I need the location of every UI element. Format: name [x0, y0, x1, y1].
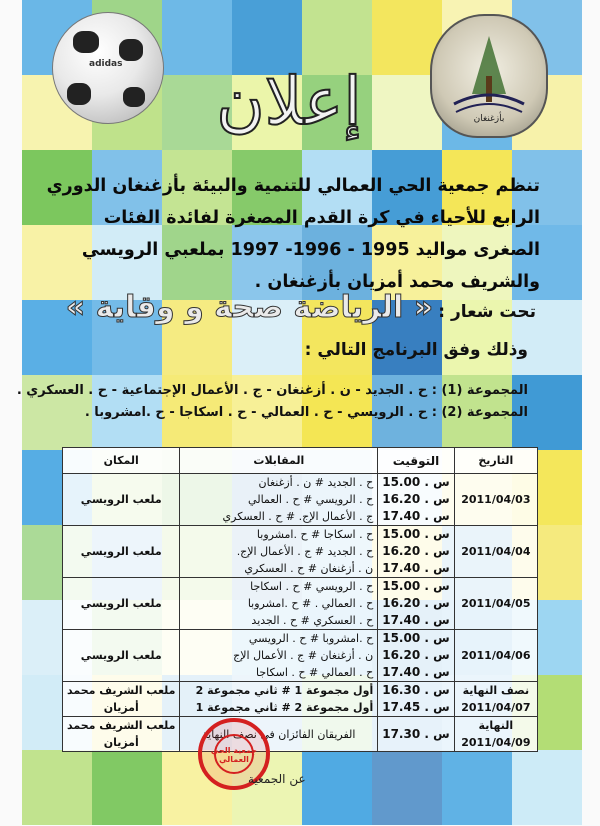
- intro-line: والشريف محمد أمزيان بأزغنغان .: [254, 272, 540, 292]
- table-row: [63, 630, 538, 682]
- football-image: [52, 12, 164, 124]
- header-date: التاريخ: [454, 448, 537, 474]
- match-line: أول مجموعة 2 # ثاني مجموعة 1: [195, 701, 374, 714]
- date-cell: 2011/04/04: [454, 526, 537, 578]
- match-line: أول مجموعة 1 # ثاني مجموعة 2: [195, 684, 374, 697]
- matches-cell: [180, 526, 378, 578]
- match-line: ح . الرويسي # ح . اسكاجا: [250, 580, 374, 593]
- match-line: ح . اسكاجا # ح .امشروبا: [256, 528, 374, 541]
- matches-cell: [180, 578, 378, 630]
- background-tile: [92, 750, 162, 825]
- header-time: التوقيت: [378, 448, 454, 474]
- group-2-line: المجموعة (2) : ح . الرويسي - ح . العمالي - ح . اسكاجا - ح .امشروبا .: [84, 405, 528, 420]
- time-value: س . 16.30: [382, 683, 450, 697]
- time-cell: [378, 474, 454, 526]
- background-tile: [512, 750, 582, 825]
- program-heading: وذلك وفق البرنامج التالي :: [304, 340, 528, 360]
- association-emblem: [430, 14, 548, 138]
- slogan-row: [36, 290, 536, 325]
- schedule-table: [62, 447, 538, 752]
- venue-cell: ملعب الرويسي: [63, 630, 180, 682]
- venue-cell: [63, 682, 180, 717]
- time-value: س . 16.20: [382, 596, 450, 610]
- venue-cell: ملعب الرويسي: [63, 526, 180, 578]
- venue-cell: ملعب الرويسي: [63, 578, 180, 630]
- venue-line: أمزيان: [103, 736, 139, 749]
- venue-cell: [63, 717, 180, 752]
- match-line: ن . أزغنغان # ج . الأعمال الإج: [233, 649, 374, 662]
- intro-paragraph: [40, 170, 540, 298]
- matches-cell: [180, 630, 378, 682]
- match-line: ن . أزغنغان # ح . العسكري: [244, 562, 374, 575]
- match-line: ح . العسكري # ح . الجديد: [251, 614, 374, 627]
- intro-line: تنظم جمعية الحي العمالي للتنمية والبيئة بأزغنغان الدوري: [46, 176, 540, 196]
- table-header-row: [63, 448, 538, 474]
- background-tile: [372, 750, 442, 825]
- stamp-text: جمعية الحي العمالي: [210, 746, 258, 764]
- date-cell: 2011/04/05: [454, 578, 537, 630]
- date-value: 2011/04/07: [461, 701, 531, 714]
- time-value: س . 17.40: [382, 665, 450, 679]
- time-cell: [378, 578, 454, 630]
- time-value: س . 17.40: [382, 613, 450, 627]
- time-value: س . 15.00: [382, 631, 450, 645]
- background-tile: [22, 750, 92, 825]
- time-cell: [378, 526, 454, 578]
- time-value: س . 17.30: [382, 726, 450, 741]
- time-cell: [378, 630, 454, 682]
- header-venue: المكان: [63, 448, 180, 474]
- time-value: س . 16.20: [382, 648, 450, 662]
- match-line: ج . الأعمال الإج. # ح . العسكري: [222, 510, 374, 523]
- match-line: ح . الرويسي # ح . العمالي: [248, 493, 374, 506]
- slogan-label: تحت شعار :: [438, 302, 536, 322]
- emblem-label: بأزغنغان: [473, 114, 505, 124]
- slogan-text: « الرياضة صحة و وقاية »: [65, 290, 434, 325]
- time-value: س . 17.40: [382, 561, 450, 575]
- time-value: س . 17.40: [382, 509, 450, 523]
- time-value: س . 16.20: [382, 544, 450, 558]
- time-value: س . 17.45: [382, 700, 450, 714]
- time-cell: [378, 682, 454, 717]
- match-line: ح . العمالي # ح . اسكاجا: [256, 666, 374, 679]
- matches-cell: [180, 682, 378, 717]
- match-line: ح . العمالي . # ح .امشروبا: [247, 597, 374, 610]
- venue-line: أمزيان: [103, 701, 139, 714]
- header-matches: المقابلات: [180, 448, 378, 474]
- date-cell: [454, 717, 537, 752]
- match-line: ح . الجديد # ن . أزغنغان: [258, 476, 374, 489]
- date-cell: 2011/04/03: [454, 474, 537, 526]
- time-cell: [378, 717, 454, 752]
- time-value: س . 16.20: [382, 492, 450, 506]
- date-value: 2011/04/09: [461, 736, 531, 749]
- match-line: الفريقان الفائزان في نصف النهاية: [202, 727, 356, 741]
- match-line: ح . الجديد # ج . الأعمال الإج.: [236, 545, 374, 558]
- intro-line: الرابع للأحياء في كرة القدم المصغرة لفائدة الفئات: [103, 208, 540, 228]
- venue-line: ملعب الشريف محمد: [67, 684, 176, 697]
- page-title: إعلان: [216, 63, 362, 140]
- time-value: س . 15.00: [382, 475, 450, 489]
- group-1-line: المجموعة (1) : ح . الجديد - ن . أزغنغان - ج . الأعمال الإجتماعية - ح . العسكري .: [16, 383, 528, 398]
- table-row-final: [63, 717, 538, 752]
- background-tile: [442, 750, 512, 825]
- date-cell: 2011/04/06: [454, 630, 537, 682]
- table-row: [63, 474, 538, 526]
- signature-note: عن الجمعية: [248, 772, 306, 786]
- stage-label: نصف النهاية: [462, 684, 530, 697]
- match-line: ح .امشروبا # ح . الرويسي: [248, 632, 374, 645]
- table-row: [63, 578, 538, 630]
- time-value: س . 15.00: [382, 579, 450, 593]
- intro-line: الصغرى مواليد 1995 - 1996- 1997 بملعبي الرويسي: [81, 240, 540, 260]
- venue-cell: ملعب الرويسي: [63, 474, 180, 526]
- time-value: س . 15.00: [382, 527, 450, 541]
- table-row-semifinal: [63, 682, 538, 717]
- matches-cell: [180, 474, 378, 526]
- date-cell: [454, 682, 537, 717]
- table-row: [63, 526, 538, 578]
- ball-brand-text: adidas: [89, 59, 123, 69]
- stage-label: النهاية: [478, 719, 514, 732]
- background-tile: [302, 750, 372, 825]
- venue-line: ملعب الشريف محمد: [67, 719, 176, 732]
